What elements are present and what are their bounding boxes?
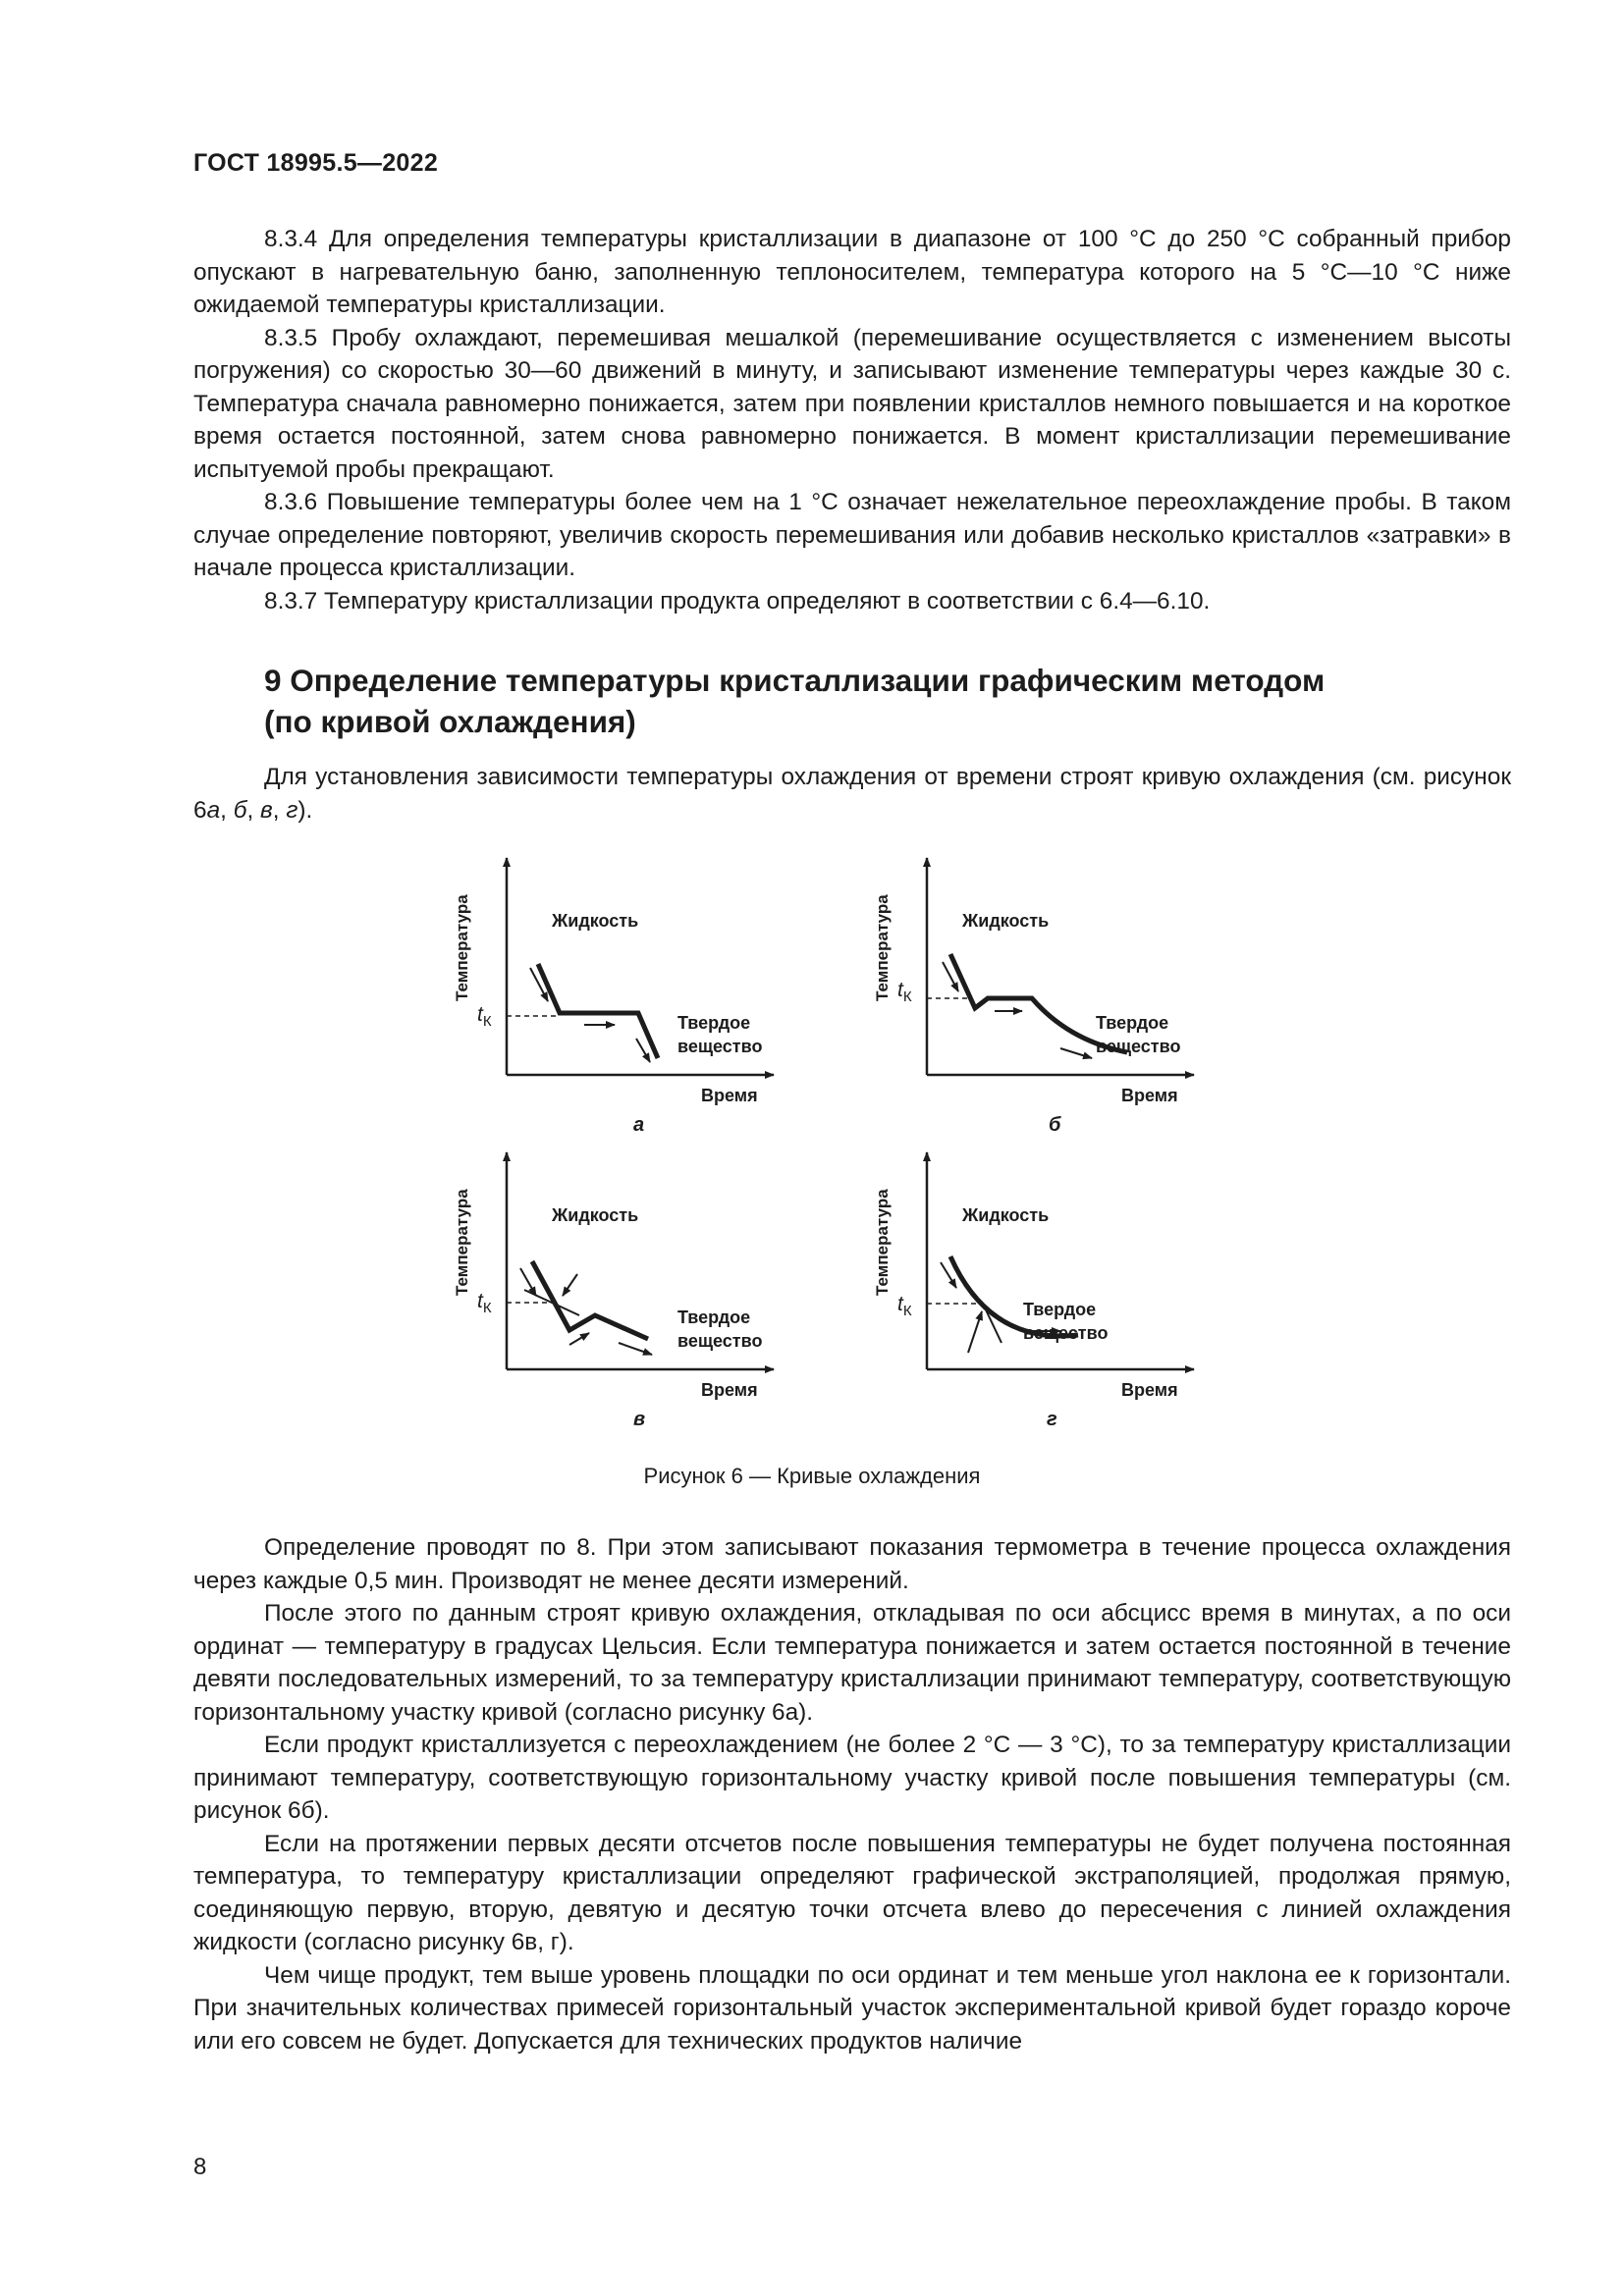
paragraph-purity: Чем чище продукт, тем выше уровень площадки по оси ординат и тем меньше угол наклона ее к горизонтали. При значительных количествах примесей горизонтальный участок экспериментальной кривой будет гораздо короче или его совсем не будет. Допускается для технических продуктов наличие — [193, 1961, 1511, 2055]
panel-v-solid-label-1: Твердое — [677, 1308, 751, 1327]
intro-end: ). — [298, 796, 313, 824]
paragraph-supercooling: Если продукт кристаллизуется с переохлаждением (не более 2 °С — 3 °С), то за температуру кристаллизации принимают температуру, соответствующую горизонтальному участку кривой после повышения температуры (см. рисунок 6б). — [193, 1732, 1511, 1824]
intro-ref-v: в — [260, 796, 273, 824]
intro-ref-g: г — [286, 796, 298, 824]
panel-v-y-label: Температура — [453, 1189, 471, 1296]
intro-paragraph — [193, 761, 1511, 827]
panel-g-extrapolation-line — [983, 1304, 1001, 1343]
intro-sep-3: , — [272, 796, 287, 824]
page-number: 8 — [193, 2154, 207, 2180]
panel-v-tk-subscript: К — [482, 1300, 492, 1316]
panel-g-tk-label — [897, 1293, 912, 1319]
panel-b — [873, 858, 1194, 1136]
section-9-title — [264, 660, 1442, 742]
panel-v-tk-label — [477, 1290, 492, 1316]
panel-v-arrow-intersection — [563, 1274, 577, 1296]
intro-paragraph-block — [193, 761, 1511, 827]
panel-a-tk-symbol: t — [477, 1003, 483, 1026]
panel-a-solid-label-2: вещество — [677, 1037, 763, 1056]
figure-6 — [422, 844, 1267, 1433]
panel-v — [453, 1152, 774, 1430]
panel-v-arrow-rise — [569, 1333, 589, 1345]
panel-v-arrow-solid — [619, 1343, 652, 1355]
figure-6-caption: Рисунок 6 — Кривые охлаждения — [643, 1464, 981, 1488]
intro-sep-2: , — [246, 796, 261, 824]
paragraph-8-3-7: 8.3.7 Температуру кристаллизации продукта определяют в соответствии с 6.4—6.10. — [264, 587, 1211, 614]
panel-b-letter: б — [1049, 1114, 1061, 1136]
panel-a — [453, 858, 774, 1136]
panel-v-solid-label-2: вещество — [677, 1331, 763, 1351]
panel-v-liquid-label: Жидкость — [552, 1205, 639, 1225]
panel-g-x-label: Время — [1121, 1380, 1178, 1400]
panel-g-liquid-label: Жидкость — [962, 1205, 1050, 1225]
panel-g-tk-subscript: К — [902, 1303, 912, 1319]
panel-v-x-label: Время — [701, 1380, 758, 1400]
intro-sep-1: , — [220, 796, 234, 824]
panel-a-letter: а — [633, 1114, 645, 1136]
panel-g-letter: г — [1047, 1409, 1057, 1430]
paragraphs-8-3 — [193, 223, 1511, 617]
panel-b-tk-label — [897, 979, 912, 1005]
panel-b-arrow-solid — [1060, 1048, 1092, 1058]
panel-a-tk-label — [477, 1003, 492, 1030]
panel-g-tk-symbol: t — [897, 1293, 903, 1315]
paragraph-8-3-6: 8.3.6 Повышение температуры более чем на 1 °С означает нежелательное переохлаждение пробы. В таком случае определение повторяют, увеличив скорость перемешивания или добавив несколько кристаллов «затравки» в начале процесса кристаллизации. — [193, 489, 1511, 581]
panel-b-solid-label-2: вещество — [1096, 1037, 1181, 1056]
panel-v-tk-symbol: t — [477, 1290, 483, 1312]
section-9-title-line-1: 9 Определение температуры кристаллизации графическим методом — [264, 663, 1326, 698]
document-header: ГОСТ 18995.5—2022 — [193, 149, 439, 177]
panel-g-solid-label-1: Твердое — [1023, 1300, 1097, 1319]
paragraph-cooling-curve: После этого по данным строят кривую охлаждения, откладывая по оси абсцисс время в минутах, а по оси ординат — температуру в градусах Цельсия. Если температура понижается и затем остается постоянной в течение девяти последовательных измерений, то за температуру кристаллизации принимают температуру, соответствующую горизонтальному участку кривой (согласно рисунку 6а). — [193, 1600, 1511, 1726]
panel-b-liquid-label: Жидкость — [962, 911, 1050, 931]
panel-a-tk-subscript: К — [482, 1013, 492, 1030]
panel-b-solid-label-1: Твердое — [1096, 1013, 1169, 1033]
panel-b-y-label: Температура — [873, 894, 892, 1001]
panel-b-x-label: Время — [1121, 1086, 1178, 1105]
paragraph-procedure: Определение проводят по 8. При этом записывают показания термометра в течение процесса охлаждения через каждые 0,5 мин. Производят не менее десяти измерений. — [193, 1534, 1511, 1594]
panel-g-solid-label-2: вещество — [1023, 1323, 1109, 1343]
panel-g-y-label: Температура — [873, 1189, 892, 1296]
panel-a-solid-label-1: Твердое — [677, 1013, 751, 1033]
paragraph-8-3-4: 8.3.4 Для определения температуры кристаллизации в диапазоне от 100 °С до 250 °С собранный прибор опускают в нагревательную баню, заполненную теплоносителем, температура которого на 5 °С—10 °С ниже ожидаемой температуры кристаллизации. — [193, 226, 1511, 318]
figure-6-canvas — [422, 844, 1267, 1433]
paragraphs-after-figure — [193, 1531, 1511, 2057]
panel-b-tk-symbol: t — [897, 979, 903, 1001]
intro-ref-b: б — [233, 796, 247, 824]
panel-a-arrow-solid — [636, 1039, 650, 1062]
panel-v-curve — [532, 1261, 648, 1339]
intro-text: Для установления зависимости температуры охлаждения от времени строят кривую охлаждения (см. рисунок 6 — [193, 764, 1511, 824]
section-9-title-line-2: (по кривой охлаждения) — [264, 704, 636, 739]
intro-ref-a: а — [206, 796, 221, 824]
panel-v-letter: в — [633, 1409, 646, 1430]
paragraph-8-3-5: 8.3.5 Пробу охлаждают, перемешивая мешалкой (перемешивание осуществляется с изменением высоты погружения) со скоростью 30—60 движений в минуту, и записывают изменение температуры через каждые 30 с. Температура сначала равномерно понижается, затем при появлении кристаллов немного повышается и на короткое время остается постоянной, затем снова равномерно понижается. В момент кристаллизации перемешивание испытуемой пробы прекращают. — [193, 324, 1511, 483]
paragraph-extrapolation: Если на протяжении первых десяти отсчетов после повышения температуры не будет получена постоянная температура, то температуру кристаллизации определяют графической экстраполяцией, продолжая прямую, соединяющую первую, вторую, девятую и десятую точки отсчета влево до пересечения с линией охлаждения жидкости (согласно рисунку 6в, г). — [193, 1830, 1511, 1955]
panel-a-x-label: Время — [701, 1086, 758, 1105]
panel-a-liquid-label: Жидкость — [552, 911, 639, 931]
panel-g — [873, 1152, 1194, 1430]
panel-b-tk-subscript: К — [902, 988, 912, 1005]
panel-a-y-label: Температура — [453, 894, 471, 1001]
panel-g-arrow-intersection — [968, 1311, 982, 1353]
